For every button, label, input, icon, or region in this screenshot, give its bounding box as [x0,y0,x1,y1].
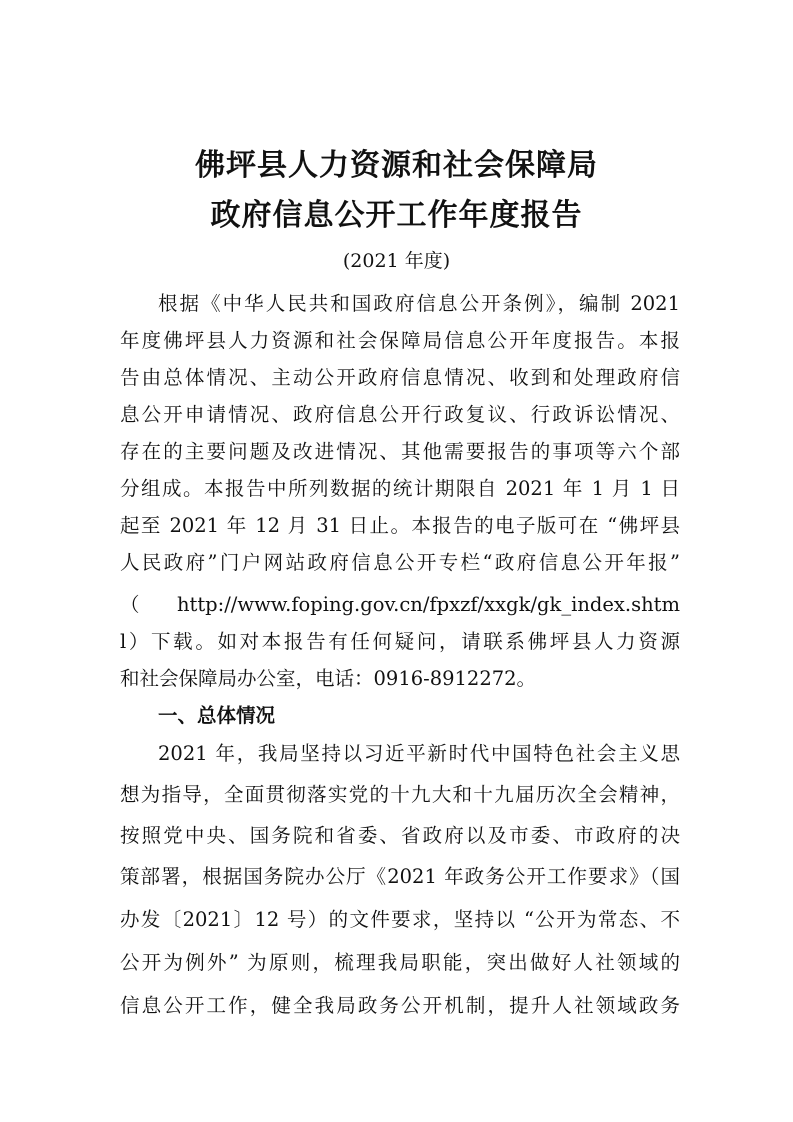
intro-line: 起至 2021 年 12 月 31 日止。本报告的电子版可在 “佛坪县 [120,514,680,537]
intro-line: l）下载。如对本报告有任何疑问，请联系佛坪县人力资源 [120,630,680,653]
intro-url-line: （ http://www.foping.gov.cn/fpxzf/xxgk/gk_index.shtm [120,593,680,616]
report-year: (2021 年度) [342,250,451,272]
section-line: 公开为例外” 为原则，梳理我局职能，突出做好人社领域的 [120,951,680,974]
intro-contact-line: 和社会保障局办公室，电话：0916-8912272。 [120,667,537,690]
intro-line: 根据《中华人民共和国政府信息公开条例》，编制 2021 [158,292,680,315]
section-line: 2021 年，我局坚持以习近平新时代中国特色社会主义思 [158,742,680,765]
intro-line: 告由总体情况、主动公开政府信息情况、收到和处理政府信 [120,366,680,389]
intro-line: 分组成。本报告中所列数据的统计期限自 2021 年 1 月 1 日 [120,477,680,500]
intro-line: 人民政府”门户网站政府信息公开专栏“政府信息公开年报” [120,551,680,574]
intro-line: 息公开申请情况、政府信息公开行政复议、行政诉讼情况、 [120,403,680,426]
section-line: 策部署，根据国务院办公厅《2021 年政务公开工作要求》（国 [120,865,680,888]
section-line: 按照党中央、国务院和省委、省政府以及市委、市政府的决 [120,824,680,847]
document-title-line-1: 佛坪县人力资源和社会保障局 [195,148,598,183]
section-line: 信息公开工作，健全我局政务公开机制，提升人社领域政务 [120,994,680,1017]
intro-line: 年度佛坪县人力资源和社会保障局信息公开年度报告。本报 [120,329,680,352]
section-line: 想为指导，全面贯彻落实党的十九大和十九届历次全会精神， [120,783,680,806]
document-title-line-2: 政府信息公开工作年度报告 [210,198,583,233]
section-line: 办发〔2021〕12 号）的文件要求，坚持以 “公开为常态、不 [120,908,680,931]
intro-line: 存在的主要问题及改进情况、其他需要报告的事项等六个部 [120,440,680,463]
section-heading-overview: 一、总体情况 [158,704,276,727]
